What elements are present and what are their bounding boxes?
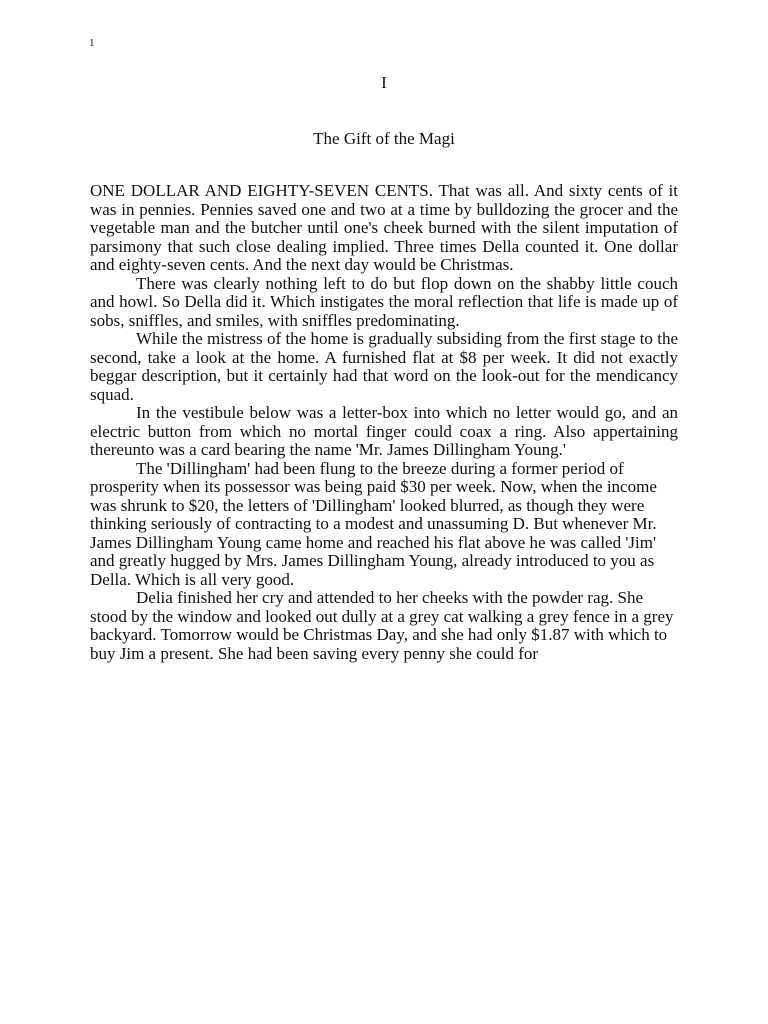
page-number: 1 (89, 37, 95, 49)
body-text (90, 182, 678, 663)
paragraph-6: Delia finished her cry and attended to her cheeks with the powder rag. She stood by the window and looked out dully at a grey cat walking a grey fence in a grey backyard. Tomorrow would be Christmas Day, and she had only $1.87 with which to buy Jim a present. She had been saving every penny she could for (90, 588, 674, 663)
paragraph-5: The 'Dillingham' had been flung to the breeze during a former period of prosperity when its possessor was being paid $30 per week. Now, when the income was shrunk to $20, the letters of 'Dillingham' looked blurred, as though they were thinking seriously of contracting to a modest and unassuming D. But whenever Mr. James Dillingham Young came home and reached his flat above he was called 'Jim' and greatly hugged by Mrs. James Dillingham Young, already introduced to you as Della. Which is all very good. (90, 458, 657, 589)
paragraph-3: While the mistress of the home is gradually subsiding from the first stage to the second, take a look at the home. A furnished flat at $8 per week. It did not exactly beggar description, but it certainly had that word on the look-out for the mendicancy squad. (90, 329, 678, 404)
chapter-number: I (381, 73, 387, 92)
chapter-title: The Gift of the Magi (313, 129, 455, 148)
paragraph-2: There was clearly nothing left to do but flop down on the shabby little couch and howl. So Della did it. Which instigates the moral reflection that life is made up of sobs, sniffles, and smiles, with sniffles predominating. (90, 273, 678, 330)
paragraph-4: In the vestibule below was a letter-box into which no letter would go, and an electric button from which no mortal finger could coax a ring. Also appertaining thereunto was a card bearing the name 'Mr. James Dillingham Young.' (90, 403, 678, 459)
paragraph-1: ONE DOLLAR AND EIGHTY-SEVEN CENTS. That was all. And sixty cents of it was in pennies. Pennies saved one and two at a time by bulldozing the grocer and the vegetable man and the butcher until one's cheek burned with the silent imputation of parsimony that such close dealing implied. Three times Della counted it. One dollar and eighty-seven cents. And the next day would be Christmas. (90, 181, 678, 274)
